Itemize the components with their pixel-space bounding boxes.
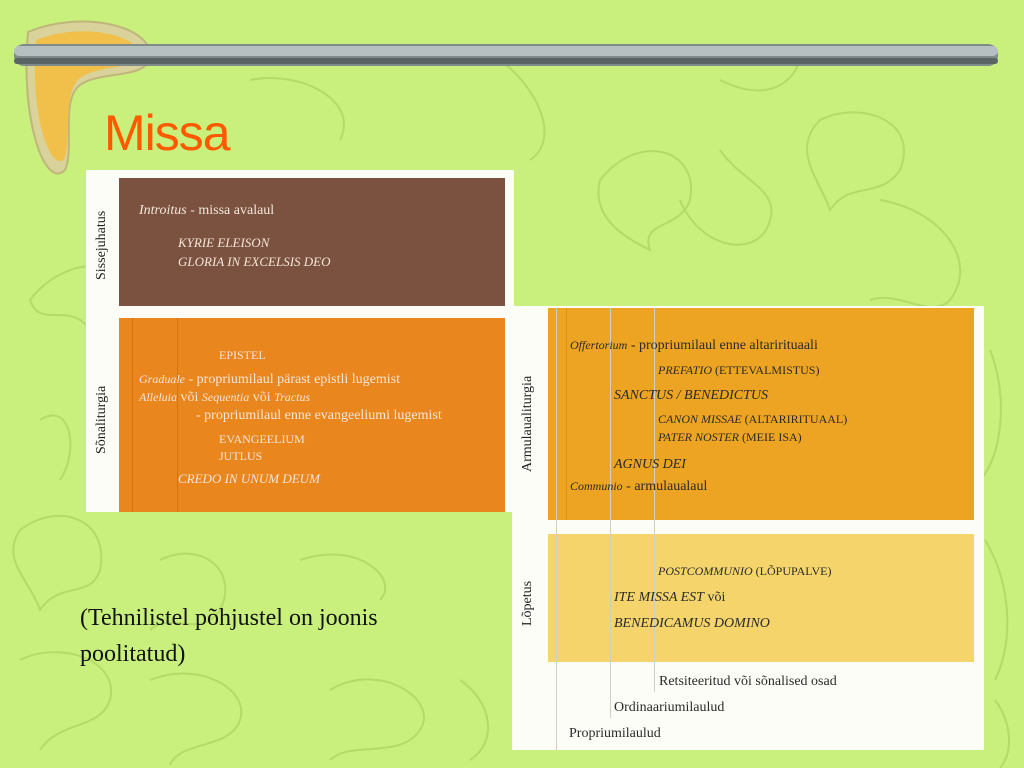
diagram-line: Offertorium - propriumilaul enne altarirituaali bbox=[570, 338, 818, 353]
diagram-line: AGNUS DEI bbox=[614, 457, 686, 472]
guide-line bbox=[654, 308, 655, 692]
band-lopetus bbox=[548, 534, 974, 662]
diagram-line: PATER NOSTER (MEIE ISA) bbox=[658, 430, 802, 444]
diagram-left bbox=[86, 170, 514, 512]
guide-line bbox=[610, 308, 611, 718]
diagram-line: CANON MISSAE (ALTARIRITUAAL) bbox=[658, 412, 848, 426]
diagram-line: ITE MISSA EST või bbox=[614, 590, 726, 605]
diagram-line: Introitus - missa avalaul bbox=[139, 203, 275, 218]
section-label: Sissejuhatus bbox=[94, 210, 109, 280]
diagram-line: EPISTEL bbox=[219, 348, 266, 362]
diagram-line: Graduale - propriumilaul pärast epistli lugemist bbox=[139, 372, 401, 387]
guide-line bbox=[132, 318, 133, 512]
caption bbox=[80, 600, 510, 672]
section-label: Sõnaliturgia bbox=[94, 385, 109, 454]
diagram-line: JUTLUS bbox=[219, 449, 263, 463]
diagram-line: BENEDICAMUS DOMINO bbox=[614, 616, 770, 631]
diagram-line: KYRIE ELEISON bbox=[178, 235, 270, 250]
section-label: Armulaualiturgia bbox=[520, 375, 535, 472]
diagram-line: EVANGEELIUM bbox=[219, 432, 305, 446]
diagram-line: - propriumilaul enne evangeeliumi lugemist bbox=[196, 408, 442, 423]
caption-line: poolitatud) bbox=[80, 641, 186, 667]
diagram-line: Alleluia või Sequentia või Tractus bbox=[139, 390, 311, 405]
diagram-line: PREFATIO (ETTEVALMISTUS) bbox=[658, 363, 820, 377]
guide-line bbox=[566, 308, 567, 520]
diagram-line: GLORIA IN EXCELSIS DEO bbox=[178, 254, 331, 269]
diagram-line: POSTCOMMUNIO (LÕPUPALVE) bbox=[658, 564, 832, 578]
band-sissejuhatus bbox=[119, 178, 505, 306]
diagram-right bbox=[512, 306, 984, 750]
legend-item: Ordinaariumilaulud bbox=[614, 700, 725, 715]
legend-item: Retsiteeritud või sõnalised osad bbox=[659, 674, 837, 689]
diagram-line: SANCTUS / BENEDICTUS bbox=[614, 388, 769, 403]
caption-line: (Tehnilistel põhjustel on joonis bbox=[80, 605, 378, 631]
diagram-line: Communio - armulaualaul bbox=[570, 479, 708, 494]
section-label: Lõpetus bbox=[520, 580, 535, 626]
diagram-line: CREDO IN UNUM DEUM bbox=[178, 471, 320, 486]
guide-line bbox=[556, 308, 557, 750]
legend-item: Propriumilaulud bbox=[569, 726, 661, 741]
slide-title: Missa bbox=[104, 105, 230, 161]
